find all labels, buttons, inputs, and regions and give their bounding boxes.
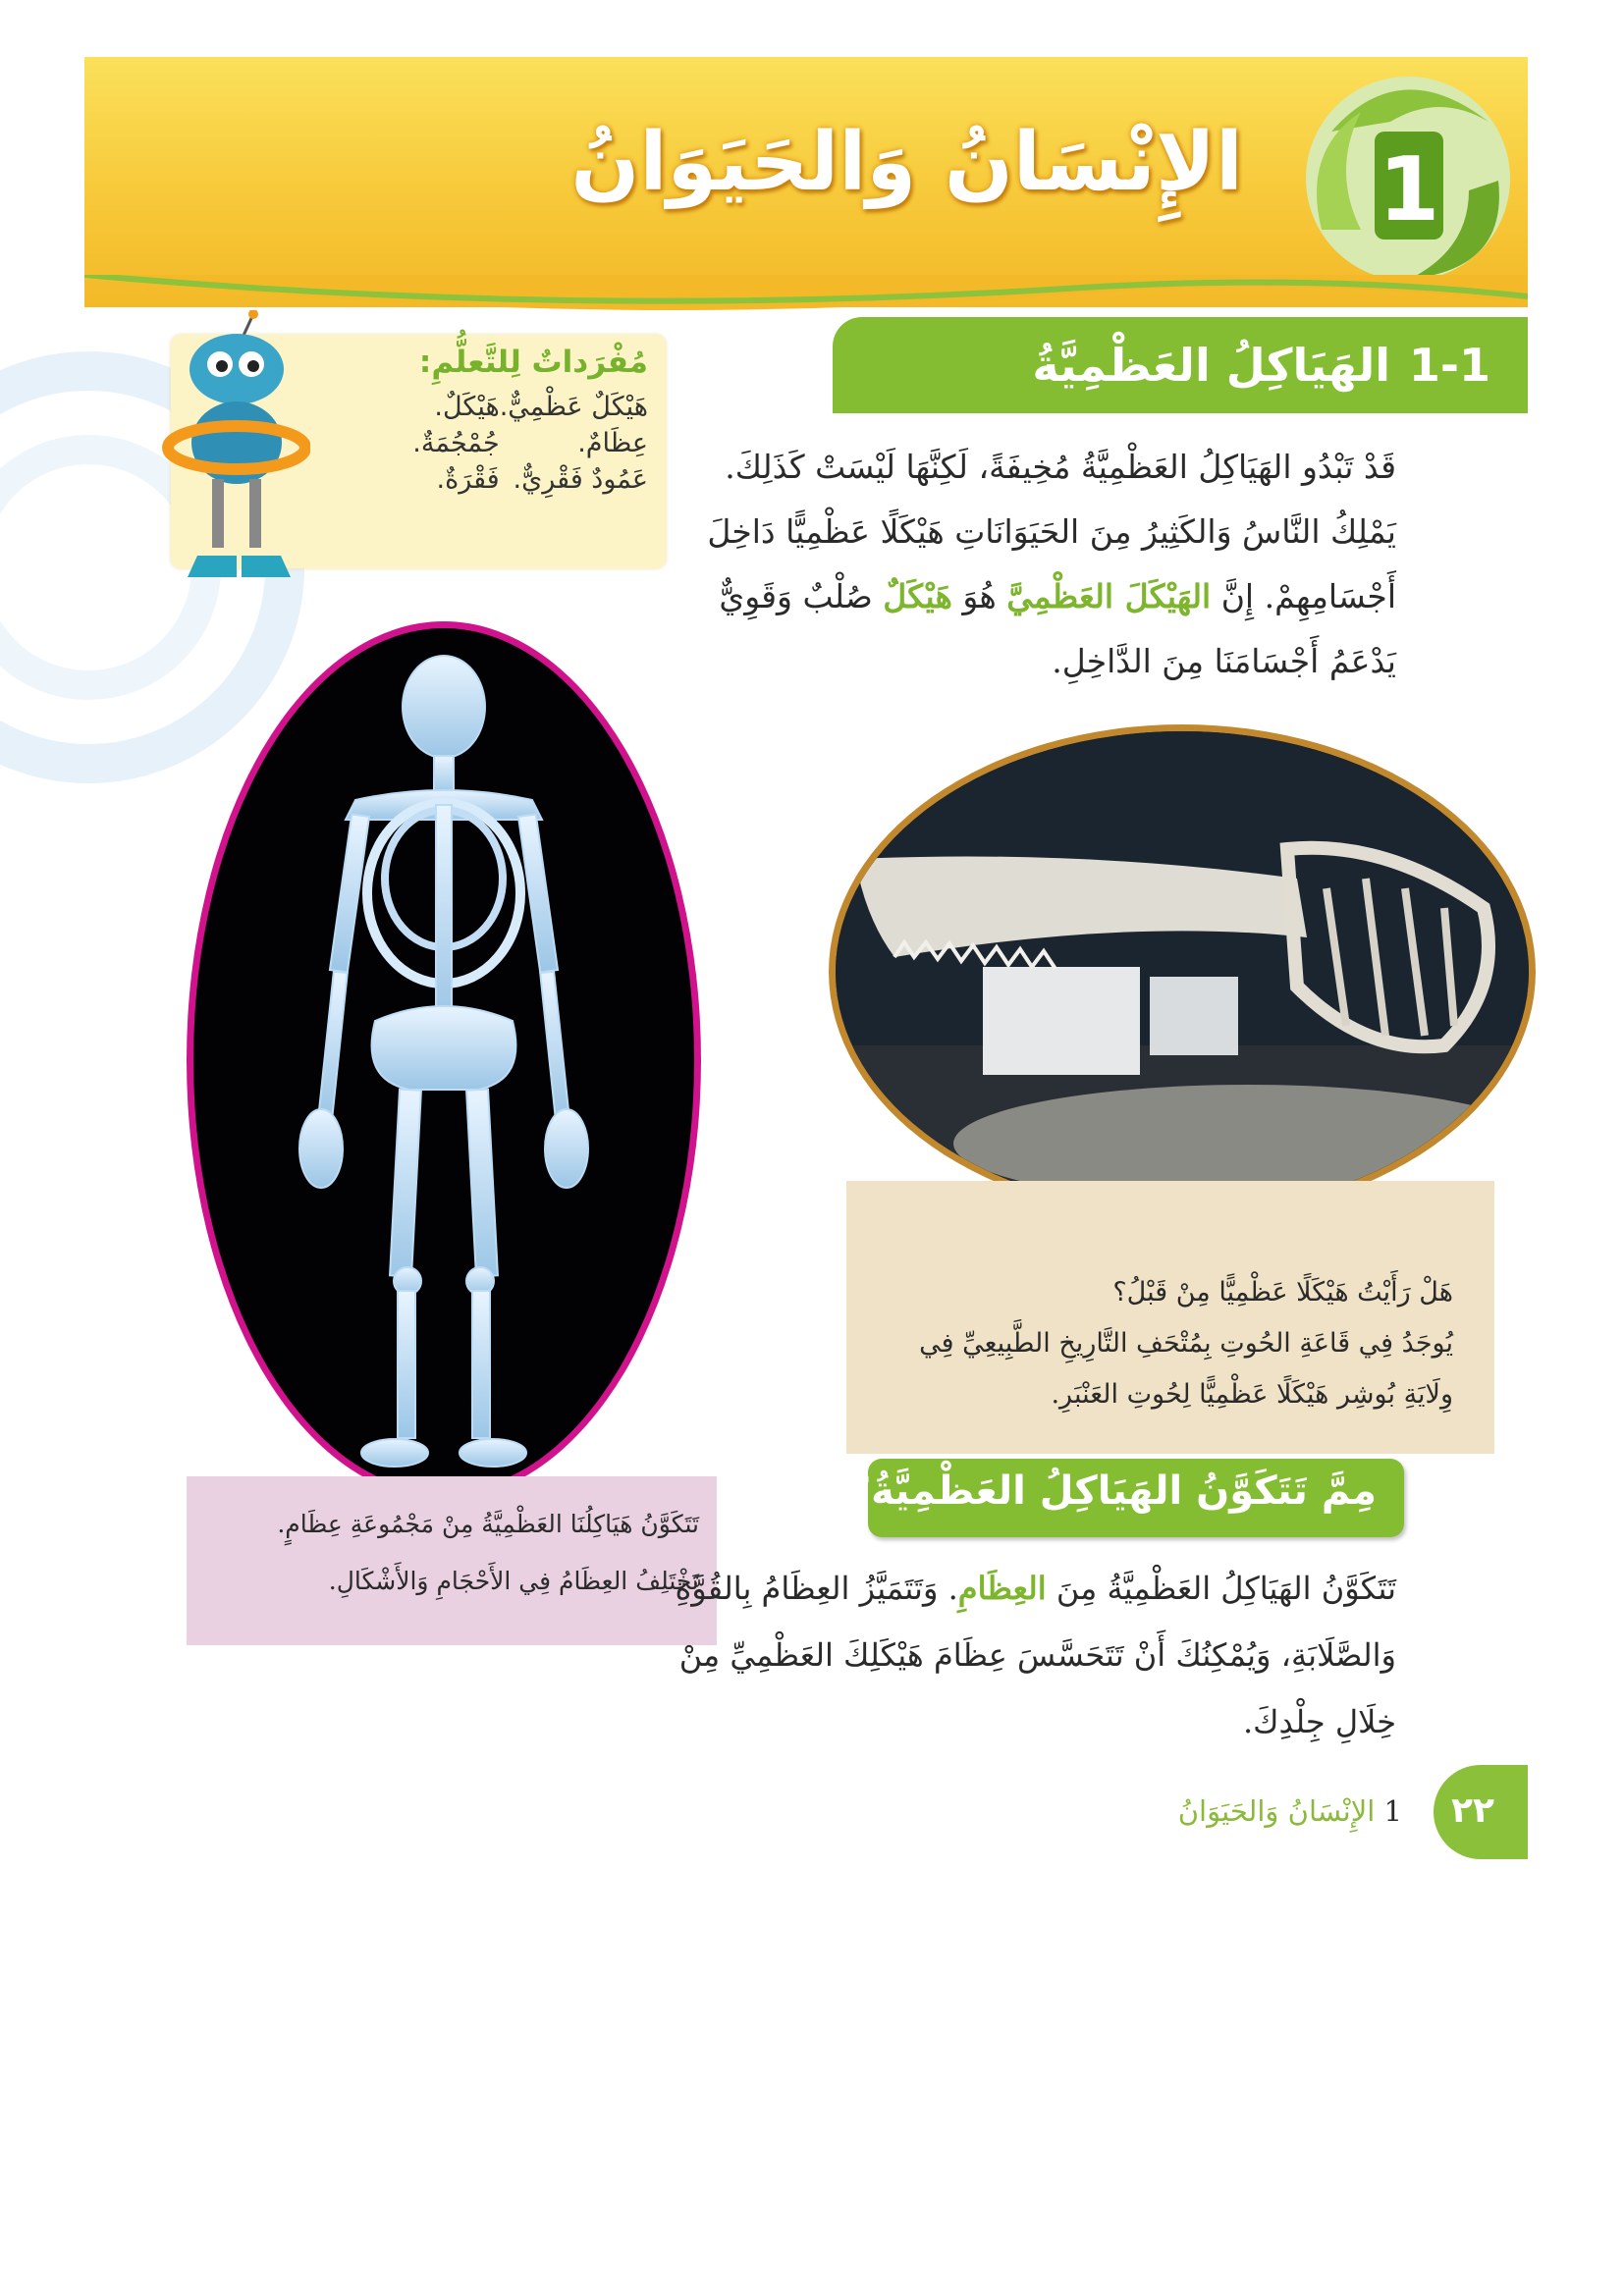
composition-text: . وَتَتَمَيَّزُ العِظَامُ بِالقُوَّةِ وَالصَّلَابَةِ، وَيُمْكِنُكَ أَنْ تَتَحَسَّسَ عِظَامَ هَيْكَلِكَ العَظْمِيِّ مِنْ خِلَالِ جِلْدِكَ. bbox=[675, 1570, 1396, 1740]
vocabulary-item: هَيْكَلٌ. bbox=[434, 392, 500, 422]
section-number: 1-1 bbox=[1408, 339, 1490, 392]
vocabulary-item: هَيْكَلٌ عَظْمِيٌّ. bbox=[499, 392, 648, 422]
skeleton-caption-box bbox=[187, 1476, 717, 1645]
chapter-header bbox=[84, 57, 1528, 307]
page-number: ٢٢ bbox=[1451, 1790, 1494, 1831]
vocabulary-list bbox=[361, 392, 648, 495]
robot-mascot-icon bbox=[143, 310, 310, 595]
skeleton-caption-line: تَخْتَلِفُ العِظَامُ فِي الأَحْجَامِ وَالأَشْكَالِ. bbox=[328, 1567, 699, 1595]
vocabulary-item: فَقْرَةٌ. bbox=[436, 464, 500, 495]
footer-chapter-label bbox=[1178, 1794, 1402, 1828]
whale-skeleton-icon bbox=[836, 731, 1529, 1212]
skeleton-caption-line: تَتَكَوَّنُ هَيَاكِلُنَا العَظْمِيَّةُ مِنْ مَجْمُوعَةِ عِظَامٍ. bbox=[277, 1510, 699, 1538]
section-title: الهَيَاكِلُ العَظْمِيَّةُ bbox=[1032, 339, 1390, 392]
footer-chapter-title: الإِنْسَانُ وَالحَيَوَانُ bbox=[1177, 1794, 1376, 1828]
vocabulary-item: جُمْجُمَةٌ. bbox=[412, 428, 500, 458]
term-bones: العِظَامِ bbox=[957, 1570, 1047, 1607]
whale-skeleton-photo bbox=[829, 724, 1536, 1219]
intro-text: هُوَ bbox=[951, 577, 1007, 615]
vocabulary-item: عَمُودٌ فَقْرِيٌّ. bbox=[513, 464, 648, 495]
intro-text: صُلْبٌ وَقَوِيٌّ يَدْعَمُ أَجْسَامَنَا مِنَ الدَّاخِلِ. bbox=[719, 577, 1396, 680]
intro-paragraph bbox=[650, 435, 1396, 694]
vocabulary-item: عِظَامٌ. bbox=[577, 428, 648, 458]
whale-caption-question: هَلْ رَأَيْتُ هَيْكَلًا عَظْمِيًّا مِنْ قَبْلُ؟ bbox=[1112, 1277, 1453, 1308]
question-title: مِمَّ تَتَكَوَّنُ الهَيَاكِلُ العَظْمِيَّةُ؟ bbox=[847, 1468, 1377, 1514]
human-skeleton-icon bbox=[193, 628, 694, 1492]
vocabulary-heading: مُفْرَداتٌ لِلتَّعلُّمِ: bbox=[418, 345, 648, 380]
footer-chapter-number: 1 bbox=[1383, 1794, 1402, 1828]
intro-text: قَدْ تَبْدُو الهَيَاكِلُ العَظْمِيَّةُ مُخِيفَةً، لَكِنَّهَا لَيْسَتْ كَذَلِكَ. يَمْلِكُ النَّاسُ وَالكَثِيرُ مِنَ الحَيَوَانَاتِ هَيْكَلًا عَظْمِيًّا دَاخِلَ أَجْسَامِهِمْ. إِنَّ bbox=[707, 448, 1396, 615]
chapter-title: الإِنْسَانُ وَالحَيَوَانُ bbox=[570, 116, 1243, 209]
textbook-page bbox=[84, 57, 1528, 1907]
chapter-number: 1 bbox=[1378, 138, 1440, 241]
composition-text: تَتَكَوَّنُ الهَيَاكِلُ العَظْمِيَّةُ مِنَ bbox=[1046, 1570, 1396, 1607]
chapter-badge bbox=[1292, 63, 1518, 289]
skeleton-photo bbox=[187, 621, 701, 1499]
section-banner bbox=[833, 317, 1528, 413]
term-skeleton: الهَيْكَلَ العَظْمِيَّ bbox=[1006, 577, 1212, 615]
skeleton-caption-text bbox=[198, 1496, 699, 1610]
whale-caption-body: يُوجَدُ فِي قَاعَةِ الحُوتِ بِمُتْحَفِ التَّارِيخِ الطَّبِيعِيِّ فِي وِلَايَةِ بُوشِر هَيْكَلًا عَظْمِيًّا لِحُوتِ العَنْبَرِ. bbox=[919, 1328, 1453, 1410]
composition-paragraph bbox=[650, 1555, 1396, 1755]
term-framework: هَيْكَلٌ bbox=[883, 577, 952, 615]
question-banner bbox=[847, 1459, 1404, 1537]
whale-caption-text bbox=[864, 1267, 1453, 1420]
whale-caption-box bbox=[846, 1181, 1494, 1454]
